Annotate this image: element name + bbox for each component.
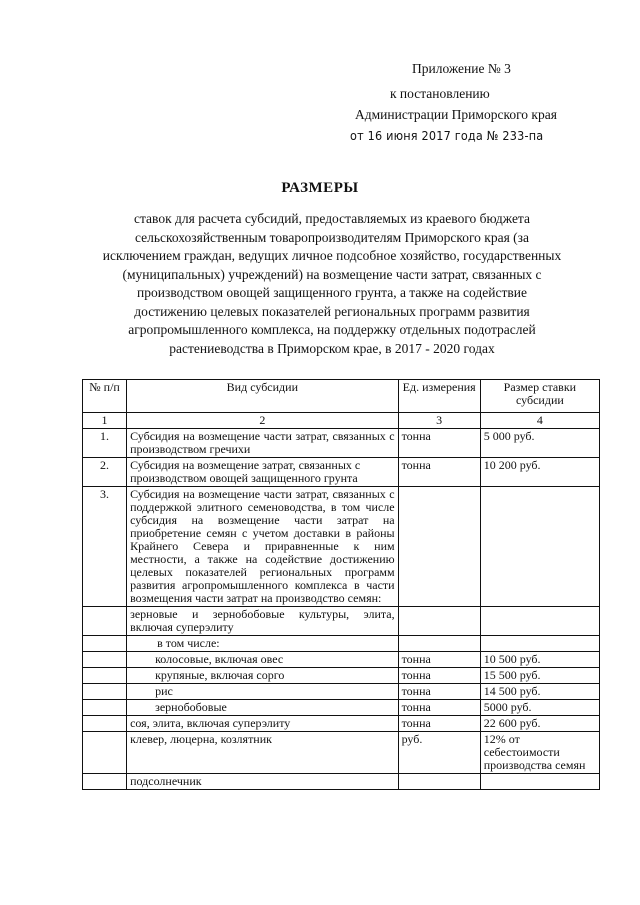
appendix-number: Приложение № 3 (412, 61, 511, 76)
row-rate: 10 200 руб. (480, 458, 599, 487)
row-number (83, 668, 127, 684)
row-unit: тонна (398, 429, 480, 458)
row-unit: тонна (398, 668, 480, 684)
row-unit: тонна (398, 684, 480, 700)
subsidy-rates-table (82, 379, 600, 790)
row-unit: тонна (398, 652, 480, 668)
subtitle-line: агропромышленного комплекса, на поддержку отдельных подотраслей (128, 322, 536, 337)
row-number (83, 732, 127, 774)
table-header-row (83, 380, 600, 413)
header-number: № п/п (83, 380, 127, 413)
row-subsidy-name: рис (127, 684, 399, 700)
row-unit: тонна (398, 716, 480, 732)
subtitle-line: производством овощей защищенного грунта, а также на содействие (137, 285, 527, 300)
document-title: РАЗМЕРЫ (281, 180, 359, 196)
row-unit (398, 636, 480, 652)
table-row (83, 668, 600, 684)
col-number: 1 (83, 413, 127, 429)
row-rate (480, 487, 599, 607)
subtitle-line: достижению целевых показателей региональных программ развития (134, 303, 530, 319)
row-unit (398, 774, 480, 790)
subtitle-line: растениеводства в Приморском крае, в 2017 - 2020 годах (169, 340, 495, 356)
subtitle-line: ставок для расчета субсидий, предоставляемых из краевого бюджета (133, 211, 530, 226)
row-rate: 14 500 руб. (480, 684, 599, 700)
row-rate: 5 000 руб. (480, 429, 599, 458)
row-number (83, 700, 127, 716)
resolution-reference: к постановлению (390, 86, 490, 101)
row-number (83, 652, 127, 668)
table-row (83, 636, 600, 652)
subtitle-line: исключением граждан, ведущих личное подсобное хозяйство, государственных (102, 248, 562, 263)
row-rate: 22 600 руб. (480, 716, 599, 732)
table-row (83, 487, 600, 607)
row-subsidy-name: клевер, люцерна, козлятник (127, 732, 399, 774)
col-number: 4 (480, 413, 599, 429)
row-number (83, 684, 127, 700)
document-header (330, 58, 557, 146)
table-row (83, 774, 600, 790)
row-unit (398, 607, 480, 636)
row-number: 1. (83, 429, 127, 458)
row-subsidy-name: Субсидия на возмещение части затрат, связанных с поддержкой элитного семеноводства, в том числе субсидия на возмещение части затрат на приобретение семян с учетом доставки в районы Крайнего Севера и приравненные к ним местности, а также на содействие достижению целевых показателей региональных программ развития агропромышленного комплекса в части возмещения части затрат на производство семян: (127, 487, 399, 607)
row-number (83, 716, 127, 732)
header-unit: Ед. измерения (398, 380, 480, 413)
table-row (83, 732, 600, 774)
row-subsidy-name: в том числе: (127, 636, 399, 652)
row-unit: тонна (398, 700, 480, 716)
row-subsidy-name: подсолнечник (127, 774, 399, 790)
header-subsidy-type: Вид субсидии (127, 380, 399, 413)
table-row (83, 607, 600, 636)
row-number: 3. (83, 487, 127, 607)
row-number (83, 774, 127, 790)
table-row (83, 684, 600, 700)
row-subsidy-name: Субсидия на возмещение затрат, связанных с производством овощей защищенного грунта (127, 458, 399, 487)
subtitle-line: (муниципальных) учреждений) на возмещение части затрат, связанных с (122, 266, 542, 282)
row-subsidy-name: колосовые, включая овес (127, 652, 399, 668)
row-subsidy-name: крупяные, включая сорго (127, 668, 399, 684)
header-rate: Размер ставки субсидии (480, 380, 599, 413)
column-number-row (83, 413, 600, 429)
row-rate: 12% от себестоимости производства семян (480, 732, 599, 774)
row-subsidy-name: зернобобовые (127, 700, 399, 716)
col-number: 3 (398, 413, 480, 429)
col-number: 2 (127, 413, 399, 429)
issuing-authority: Администрации Приморского края (355, 107, 557, 122)
row-rate (480, 774, 599, 790)
subtitle-line: сельскохозяйственным товаропроизводителям Приморского края (за (134, 229, 530, 245)
row-rate: 10 500 руб. (480, 652, 599, 668)
table-row (83, 429, 600, 458)
row-subsidy-name: соя, элита, включая суперэлиту (127, 716, 399, 732)
row-number: 2. (83, 458, 127, 487)
table-row (83, 716, 600, 732)
row-subsidy-name: Субсидия на возмещение части затрат, связанных с производством гречихи (127, 429, 399, 458)
row-subsidy-name: зерновые и зернобобовые культуры, элита, включая суперэлиту (127, 607, 399, 636)
row-rate (480, 636, 599, 652)
row-number (83, 636, 127, 652)
table-row (83, 458, 600, 487)
row-unit: руб. (398, 732, 480, 774)
document-subtitle (82, 210, 582, 358)
row-unit: тонна (398, 458, 480, 487)
row-number (83, 607, 127, 636)
row-unit (398, 487, 480, 607)
resolution-date: от 16 июня 2017 года № 233-па (350, 128, 544, 143)
table-row (83, 700, 600, 716)
row-rate (480, 607, 599, 636)
table-row (83, 652, 600, 668)
row-rate: 15 500 руб. (480, 668, 599, 684)
row-rate: 5000 руб. (480, 700, 599, 716)
